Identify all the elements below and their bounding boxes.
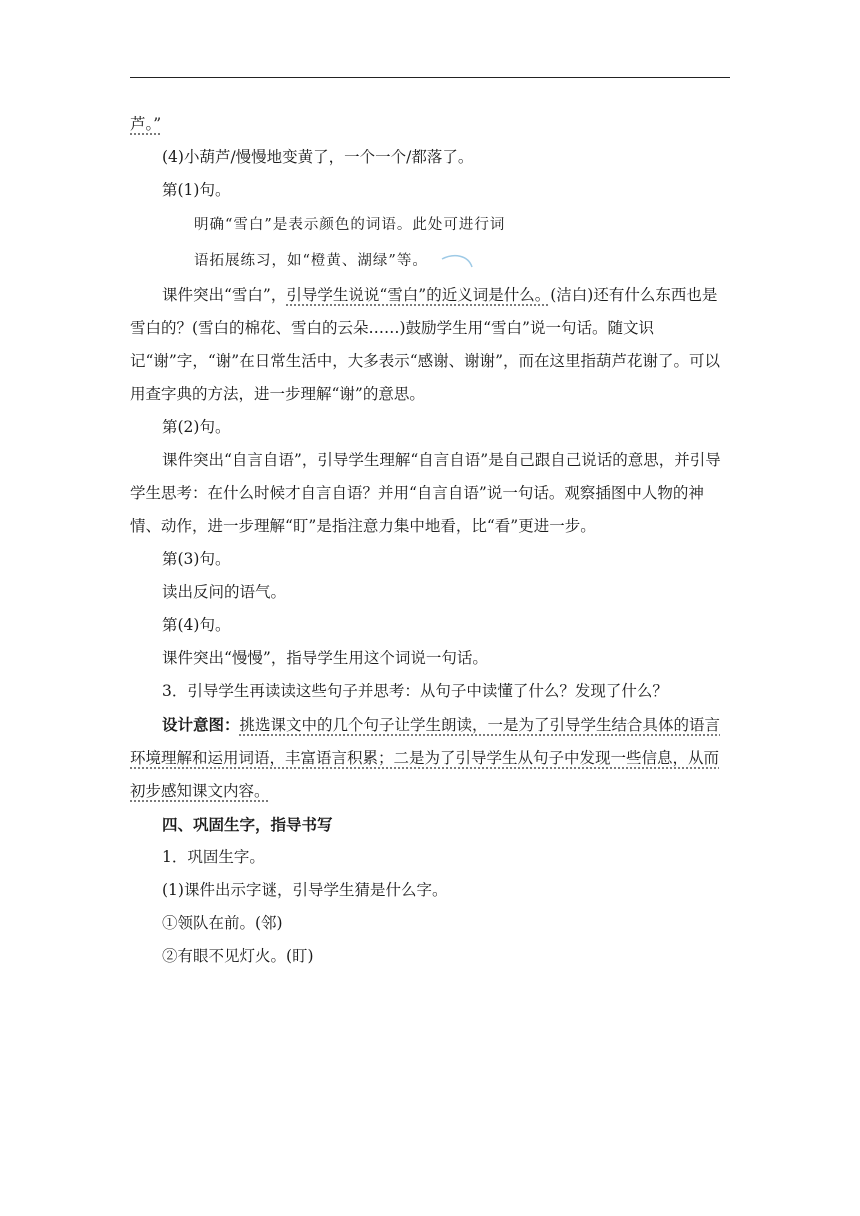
- design-label: 设计意图：: [162, 715, 240, 734]
- sentence-4: (4)小葫芦/慢慢地变黄了，一个一个/都落了。: [162, 148, 474, 166]
- note-text: 语拓展练习，如“橙黄、湖绿”等。: [194, 253, 428, 269]
- step-1: 1．巩固生字。: [162, 848, 265, 866]
- sentence-label-3: 第(3)句。: [162, 550, 231, 568]
- step-3: 3．引导学生再读读这些句子并思考：从句子中读懂了什么？发现了什么？: [162, 682, 668, 700]
- section-heading-4: 四、巩固生字，指导书写: [162, 815, 333, 834]
- header-rule: [130, 77, 730, 78]
- document-body: [130, 108, 730, 973]
- quote-end: 芦。”: [130, 115, 162, 133]
- pen-stroke-mark: [440, 251, 474, 271]
- sentence-label-4: 第(4)句。: [162, 616, 231, 634]
- para1-start: 课件突出“雪白”，: [162, 286, 287, 304]
- riddle-2: ②有眼不见灯火。(盯): [162, 947, 314, 965]
- text-line: [130, 108, 730, 141]
- paragraph-4: 课件突出“慢慢”，指导学生用这个词说一句话。: [162, 649, 488, 667]
- sentence-label-2: 第(2)句。: [162, 418, 231, 436]
- design-text: 挑选课文中的几个句子让学生朗读，一是为了引导学生结合具体的语言环境理解和运用词语，丰富语言积累；二是为了引导学生从句子中发现一些信息，从而初步感知课文内容。: [130, 716, 721, 800]
- para1-rest: (洁白)还有什么东西也是雪白的？(雪白的棉花、雪白的云朵……)鼓励学生用“雪白”说一句话。随文识记“谢”字，“谢”在日常生活中，大多表示“感谢、谢谢”，而在这里指葫芦花谢了。可以用查字典的方法，进一步理解“谢”的意思。: [130, 286, 721, 403]
- paragraph-1: [130, 279, 730, 411]
- para1-underlined: 引导学生说说“雪白”的近义词是什么。: [286, 286, 551, 304]
- handwritten-note-line-2: [130, 243, 730, 279]
- design-intent: [130, 708, 730, 808]
- handwritten-note-line-1: 明确“雪白”是表示颜色的词语。此处可进行词: [194, 217, 506, 233]
- sub-step-1: (1)课件出示字谜，引导学生猜是什么字。: [162, 881, 448, 899]
- riddle-1: ①领队在前。(邻): [162, 914, 283, 932]
- sentence-label-1: 第(1)句。: [162, 181, 231, 199]
- paragraph-3: 读出反问的语气。: [162, 583, 287, 601]
- paragraph-2: 课件突出“自言自语”，引导学生理解“自言自语”是自己跟自己说话的意思，并引导学生思考：在什么时候才自言自语？并用“自言自语”说一句话。观察插图中人物的神情、动作，进一步理解“盯”是指注意力集中地看，比“看”更进一步。: [130, 451, 721, 535]
